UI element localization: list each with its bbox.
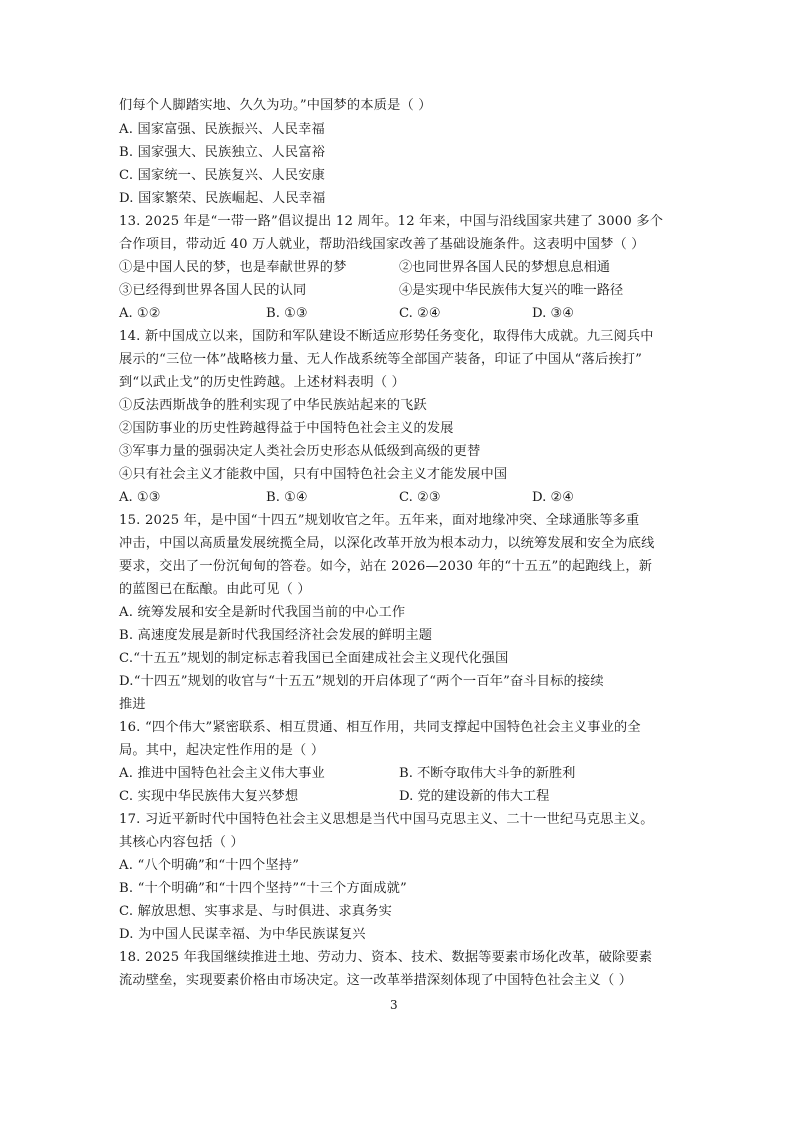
q14-option-d: D. ②④ <box>532 490 575 505</box>
q14-statement-2: ②国防事业的历史性跨越得益于中国特色社会主义的发展 <box>119 421 454 436</box>
q17-stem-line-1: 17. 习近平新时代中国特色社会主义思想是当代中国马克思主义、二十一世纪马克思主义。 <box>119 812 654 827</box>
q12-option-b: B. 国家强大、民族独立、人民富裕 <box>119 145 326 160</box>
q15-stem-line-4: 的蓝图已在酝酿。由此可见（ ） <box>119 582 311 597</box>
q15-stem-line-3: 要求，交出了一份沉甸甸的答卷。如今，站在 2026—2030 年的“十五五”的起跑线上，新 <box>119 559 653 574</box>
page-number: 3 <box>390 998 398 1012</box>
q12-option-a: A. 国家富强、民族振兴、人民幸福 <box>119 122 325 137</box>
q13-option-b: B. ①③ <box>266 306 308 321</box>
q13-statement-1: ①是中国人民的梦，也是奉献世界的梦 <box>119 260 347 275</box>
question-12-stem-tail: 们每个人脚踏实地、久久为功。”中国梦的本质是（ ） <box>119 98 432 113</box>
q17-option-d: D. 为中国人民谋幸福、为中华民族谋复兴 <box>119 927 366 942</box>
q16-option-d: D. 党的建设新的伟大工程 <box>399 789 550 804</box>
q16-option-c: C. 实现中华民族伟大复兴梦想 <box>119 789 299 804</box>
q15-option-d-line-2: 推进 <box>119 697 146 712</box>
q15-option-a: A. 统筹发展和安全是新时代我国当前的中心工作 <box>119 605 406 620</box>
q17-option-a: A. “八个明确”和“十四个坚持” <box>119 858 300 873</box>
q14-stem-line-1: 14. 新中国成立以来，国防和军队建设不断适应形势任务变化，取得伟大成就。九三阅兵中 <box>119 329 654 344</box>
q17-stem-line-2: 其核心内容包括（ ） <box>119 835 244 850</box>
q13-statement-2: ②也同世界各国人民的梦想息息相通 <box>399 260 610 275</box>
q18-stem-line-2: 流动壁垒，实现要素价格由市场决定。这一改革举措深刻体现了中国特色社会主义（ ） <box>119 973 633 988</box>
q14-stem-line-3: 到“以武止戈”的历史性跨越。上述材料表明（ ） <box>119 375 406 390</box>
q13-option-a: A. ①② <box>119 306 161 321</box>
q12-option-d: D. 国家繁荣、民族崛起、人民幸福 <box>119 191 326 206</box>
q14-statement-1: ①反法西斯战争的胜利实现了中华民族站起来的飞跃 <box>119 398 427 413</box>
q15-stem-line-1: 15. 2025 年，是中国“十四五”规划收官之年。五年来，面对地缘冲突、全球通胀等多重 <box>119 513 640 528</box>
q15-option-d-line-1: D.“十四五”规划的收官与“十五五”规划的开启体现了“两个一百年”奋斗目标的接续 <box>119 674 604 689</box>
q16-option-b: B. 不断夺取伟大斗争的新胜利 <box>399 766 576 781</box>
q14-option-c: C. ②③ <box>399 490 441 505</box>
q15-option-b: B. 高速度发展是新时代我国经济社会发展的鲜明主题 <box>119 628 433 643</box>
q14-option-b: B. ①④ <box>266 490 308 505</box>
q13-option-c: C. ②④ <box>399 306 441 321</box>
q13-stem-line-1: 13. 2025 年是“一带一路”倡议提出 12 周年。12 年来，中国与沿线国家共建了 3000 多个 <box>119 214 664 229</box>
q13-statement-4: ④是实现中华民族伟大复兴的唯一路径 <box>399 283 624 298</box>
q14-statement-4: ④只有社会主义才能救中国，只有中国特色社会主义才能发展中国 <box>119 467 508 482</box>
q14-statement-3: ③军事力量的强弱决定人类社会历史形态从低级到高级的更替 <box>119 444 481 459</box>
q18-stem-line-1: 18. 2025 年我国继续推进土地、劳动力、资本、技术、数据等要素市场化改革，破除要素 <box>119 950 653 965</box>
q14-stem-line-2: 展示的“三位一体”战略核力量、无人作战系统等全部国产装备，印证了中国从“落后挨打” <box>119 352 643 367</box>
q13-option-d: D. ③④ <box>532 306 575 321</box>
q12-option-c: C. 国家统一、民族复兴、人民安康 <box>119 168 326 183</box>
q17-option-b: B. “十个明确”和“十四个坚持”“十三个方面成就” <box>119 881 407 896</box>
q13-stem-line-2: 合作项目，带动近 40 万人就业，帮助沿线国家改善了基础设施条件。这表明中国梦（ ） <box>119 237 645 252</box>
q15-stem-line-2: 冲击，中国以高质量发展统揽全局，以深化改革开放为根本动力，以统筹发展和安全为底线 <box>119 536 655 551</box>
q15-option-c: C.“十五五”规划的制定标志着我国已全面建成社会主义现代化强国 <box>119 651 509 666</box>
q16-option-a: A. 推进中国特色社会主义伟大事业 <box>119 766 325 781</box>
q14-option-a: A. ①③ <box>119 490 161 505</box>
q16-stem-line-2: 局。其中，起决定性作用的是（ ） <box>119 743 325 758</box>
q13-statement-3: ③已经得到世界各国人民的认同 <box>119 283 307 298</box>
q16-stem-line-1: 16. “四个伟大”紧密联系、相互贯通、相互作用，共同支撑起中国特色社会主义事业的全 <box>119 720 641 735</box>
q17-option-c: C. 解放思想、实事求是、与时俱进、求真务实 <box>119 904 392 919</box>
